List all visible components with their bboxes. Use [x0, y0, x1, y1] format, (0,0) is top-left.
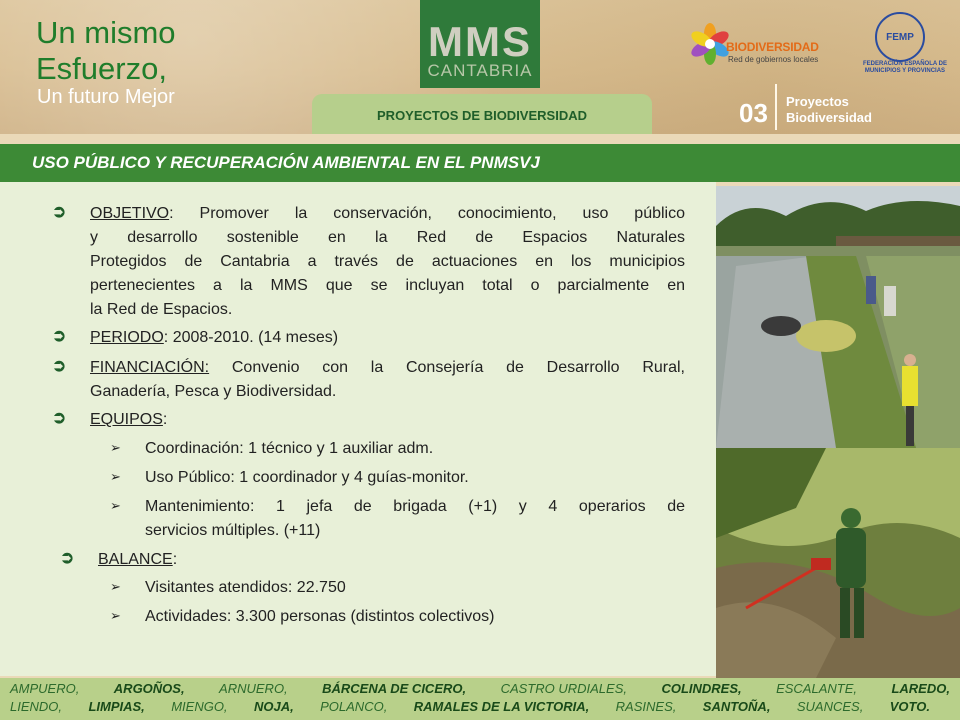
municipality-name: CASTRO URDIALES,: [500, 681, 627, 696]
equipos-item-2: Uso Público: 1 coordinador y 4 guías-monitor.: [145, 469, 469, 486]
mms-logo: [420, 0, 540, 88]
municipality-name: RASINES,: [615, 699, 677, 714]
femp-logo-text: FEMP: [886, 32, 914, 43]
municipality-name: AMPUERO,: [10, 681, 80, 696]
balance-item-2: Actividades: 3.300 personas (distintos colectivos): [145, 608, 495, 625]
section-divider: [775, 84, 777, 130]
periodo-line: [90, 326, 685, 350]
equipos-item-3: Mantenimiento: 1 jefa de brigada (+1) y 4 operarios de: [145, 498, 685, 515]
balance-item-1: Visitantes atendidos: 22.750: [145, 579, 346, 596]
municipality-name: ARGOÑOS,: [113, 681, 185, 696]
arrow-bullet-icon: ➲: [52, 356, 67, 375]
arrow-bullet-icon: ➲: [52, 326, 67, 345]
arrow-bullet-icon: ➲: [52, 408, 67, 427]
municipality-name: SUANCES,: [796, 699, 864, 714]
title-bar: [0, 144, 960, 182]
section-number: 03: [739, 98, 768, 128]
chevron-bullet-icon: ➢: [110, 498, 121, 513]
equipos-colon: :: [162, 411, 168, 428]
chevron-bullet-icon: ➢: [110, 579, 121, 594]
arrow-bullet-icon: ➲: [60, 548, 75, 567]
equipos-line: [90, 408, 685, 432]
municipality-name: LAREDO,: [891, 681, 950, 696]
chevron-bullet-icon: ➢: [110, 469, 121, 484]
objetivo-line-3: Protegidos de Cantabria a través de actuaciones en los municipios: [90, 253, 685, 270]
femp-logo-sub: [855, 61, 955, 75]
slogan-line-1: Un mismo: [36, 15, 176, 50]
femp-logo: [855, 12, 955, 76]
municipality-name: ARNUERO,: [219, 681, 288, 696]
municipality-name: NOJA,: [253, 699, 294, 714]
arrow-bullet-icon: ➲: [52, 202, 67, 221]
financiacion-text-1: Convenio con la Consejería de Desarrollo Rural,: [209, 359, 685, 376]
financiacion-line-2: Ganadería, Pesca y Biodiversidad.: [90, 383, 337, 400]
municipality-name: BÁRCENA DE CICERO,: [322, 681, 467, 696]
photo-brush-clearing: [716, 448, 960, 678]
financiacion-label: FINANCIACIÓN:: [90, 359, 210, 376]
slogan-line-2: Esfuerzo,: [36, 51, 167, 86]
objetivo-line-1: [90, 202, 685, 226]
municipality-name: RAMALES DE LA VICTORIA,: [413, 699, 590, 714]
footer-line-1: [10, 681, 950, 696]
footer-line-2: [10, 699, 930, 714]
objetivo-text-1: : Promover la conservación, conocimiento, uso público: [169, 205, 685, 222]
mms-logo-main: MMS: [428, 18, 532, 65]
header: [0, 0, 960, 134]
chevron-bullet-icon: ➢: [110, 440, 121, 455]
municipality-name: SANTOÑA,: [702, 699, 771, 714]
municipality-name: LIMPIAS,: [88, 699, 145, 714]
mms-logo-sub: CANTABRIA: [427, 61, 533, 80]
chevron-bullet-icon: ➢: [110, 608, 121, 623]
municipality-name: ESCALANTE,: [776, 681, 857, 696]
section-label-2: Biodiversidad: [786, 110, 872, 125]
municipality-name: COLINDRES,: [661, 681, 742, 696]
equipos-item-3-cont: servicios múltiples. (+11): [145, 522, 321, 539]
municipality-name: LIENDO,: [10, 699, 63, 714]
financiacion-line-1: [90, 356, 685, 380]
photo-riverbank-cleanup: [716, 186, 960, 448]
slogan-line-3: Un futuro Mejor: [37, 86, 175, 108]
municipality-name: POLANCO,: [320, 699, 388, 714]
objetivo-line-4: pertenecientes a la MMS que se incluyan total o parcialmente en: [90, 277, 685, 294]
tab-label: PROYECTOS DE BIODIVERSIDAD: [377, 108, 587, 123]
balance-line: [98, 548, 685, 572]
tab-proyectos-biodiversidad[interactable]: [312, 94, 652, 134]
femp-sub-line-2: MUNICIPIOS Y PROVINCIAS: [864, 68, 946, 74]
footer-municipalities: [0, 678, 960, 720]
objetivo-line-2: y desarrollo sostenible en la Red de Espacios Naturales: [90, 229, 685, 246]
flower-icon: [690, 20, 730, 68]
equipos-item-1: Coordinación: 1 técnico y 1 auxiliar adm.: [145, 440, 434, 457]
femp-sub-line-1: FEDERACIÓN ESPAÑOLA DE: [862, 61, 947, 67]
biodiversidad-logo-text: BIODIVERSIDAD: [726, 40, 819, 54]
periodo-label: PERIODO: [90, 329, 164, 346]
balance-label: BALANCE: [98, 551, 173, 568]
section-label-1: Proyectos: [786, 94, 849, 109]
biodiversidad-logo: [690, 20, 840, 70]
balance-colon: :: [172, 551, 178, 568]
objetivo-line-5: la Red de Espacios.: [90, 301, 233, 318]
municipality-name: VOTO.: [889, 699, 930, 714]
objetivo-label: OBJETIVO: [90, 205, 170, 222]
content-panel: [0, 182, 716, 676]
municipality-name: MIENGO,: [171, 699, 228, 714]
periodo-text: : 2008-2010. (14 meses): [163, 329, 339, 346]
equipos-label: EQUIPOS: [90, 411, 163, 428]
biodiversidad-logo-sub: Red de gobiernos locales: [728, 55, 819, 64]
page-title: USO PÚBLICO Y RECUPERACIÓN AMBIENTAL EN EL PNMSVJ: [32, 153, 540, 172]
